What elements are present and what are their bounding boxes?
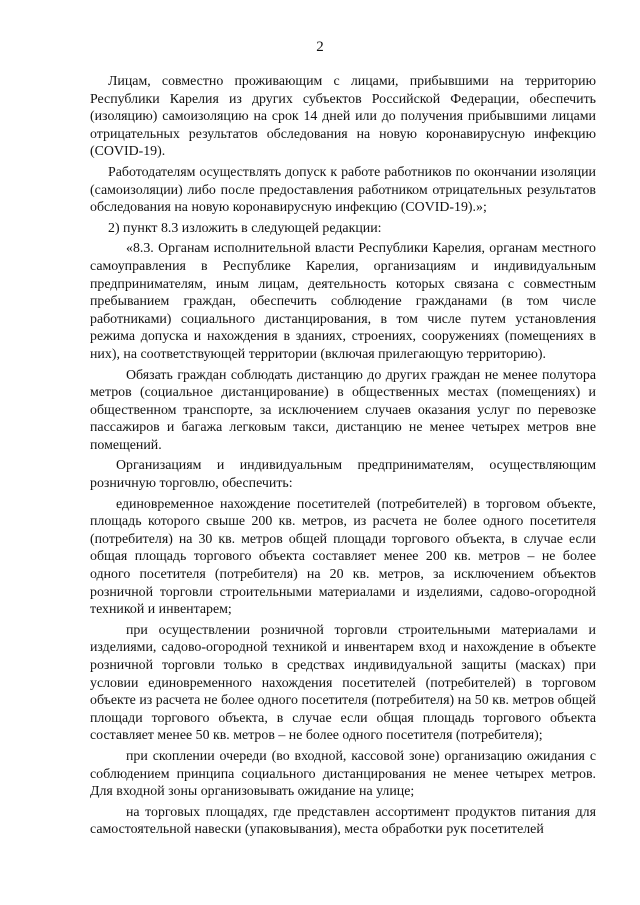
paragraph: при скоплении очереди (во входной, кассовой зоне) организацию ожидания с соблюдением принципа социального дистанцирования не менее четырех метров. Для входной зоны организовывать ожидание на улице;: [90, 748, 596, 800]
paragraph: 2) пункт 8.3 изложить в следующей редакции:: [108, 220, 382, 236]
paragraph: Обязать граждан соблюдать дистанцию до других граждан не менее полутора метров (социальное дистанцирование) в общественных местах (помещениях) и общественном транспорте, за исключением случаев оказания услуг по перевозке пассажиров и багажа легковым такси, дистанцию не менее четырех метров вне помещений.: [90, 367, 596, 453]
page-number: 2: [316, 39, 324, 55]
paragraph: единовременное нахождение посетителей (потребителей) в торговом объекте, площадь которого свыше 200 кв. метров, из расчета не более одного посетителя (потребителя) на 30 кв. метров общей площади торгового объекта, в случае если общая площадь торгового объекта составляет менее 200 кв. метров – не более одного посетителя (потребителя) на 20 кв. метров, за исключением объектов розничной торговли строительными материалами и изделиями, садово-огородной техникой и инвентарем;: [90, 496, 596, 618]
paragraph: Работодателям осуществлять допуск к работе работников по окончании изоляции (самоизоляции) либо после предоставления работником отрицательных результатов обследования на новую коронавирусную инфекцию (COVID-19).»;: [90, 164, 596, 216]
paragraph: при осуществлении розничной торговли строительными материалами и изделиями, садово-огородной техникой и инвентарем вход и нахождение в объекте розничной торговли только в средствах индивидуальной защиты (масках) при условии единовременного нахождения посетителей (потребителей) в торговом объекте из расчета не более одного посетителя (потребителя) на 50 кв. метров общей площади торгового объекта, в случае если общая площадь торгового объекта составляет менее 50 кв. метров – не более одного посетителя (потребителя);: [90, 622, 596, 744]
paragraph: на торговых площадях, где представлен ассортимент продуктов питания для самостоятельной навески (упаковывания), места обработки рук посетителей: [90, 804, 596, 838]
paragraph: Лицам, совместно проживающим с лицами, прибывшими на территорию Республики Карелия из других субъектов Российской Федерации, обеспечить (изоляцию) самоизоляцию на срок 14 дней или до получения прибывшими лицами отрицательных результатов обследования на новую коронавирусную инфекцию (COVID-19).: [90, 74, 596, 160]
paragraph: Организациям и индивидуальным предпринимателям, осуществляющим розничную торговлю, обеспечить:: [90, 458, 596, 492]
document-body: [90, 73, 596, 842]
paragraph: «8.3. Органам исполнительной власти Республики Карелия, органам местного самоуправления в Республике Карелия, организациям и индивидуальным предпринимателям, иным лицам, деятельность которых связана с совместным пребыванием граждан, обеспечить соблюдение гражданами (в том числе работниками) социального дистанцирования, в том числе путем установления режима допуска и нахождения в зданиях, строениях, сооружениях (помещениях в них), на соответствующей территории (включая прилегающую территорию).: [90, 241, 596, 362]
